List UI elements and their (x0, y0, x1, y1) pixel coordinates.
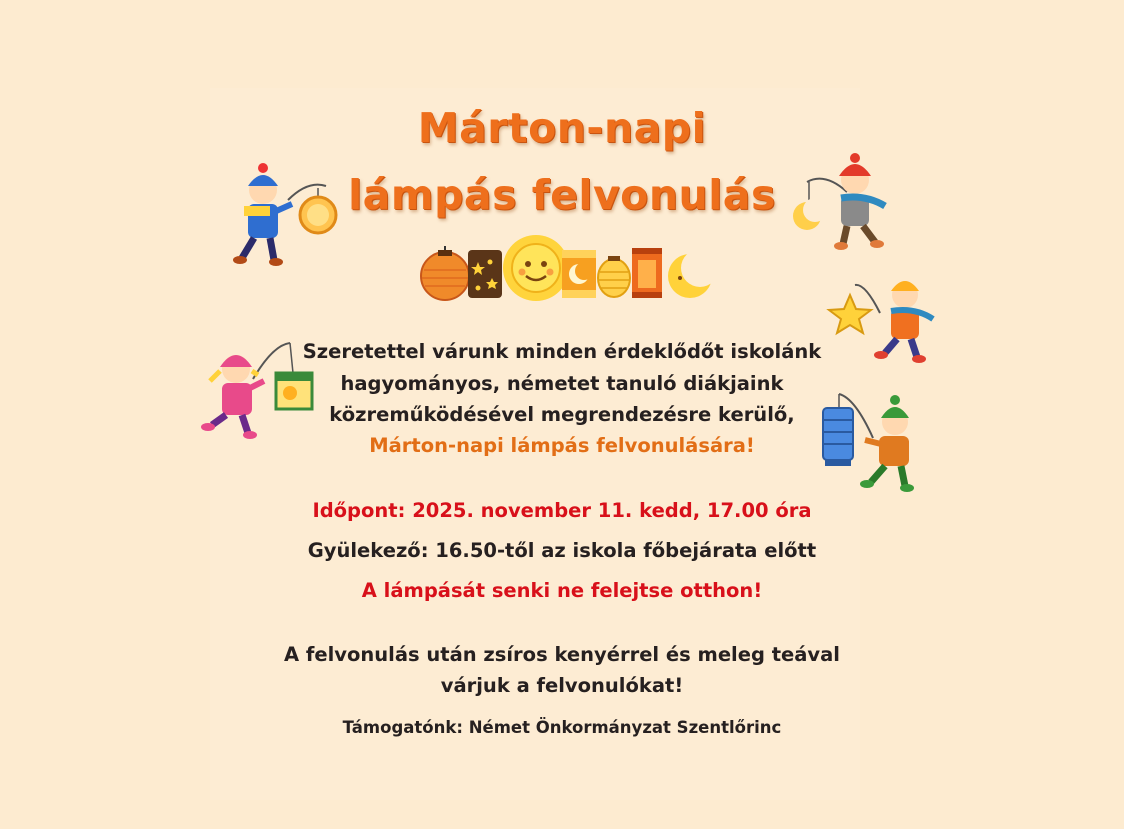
child-with-moon-lantern-icon (785, 152, 900, 257)
invitation-line-4: Márton-napi lámpás felvonulására! (369, 434, 755, 457)
child-with-round-lantern-icon (218, 160, 343, 275)
closing-line-1: A felvonulás után zsíros kenyérrel és meleg teával (284, 643, 840, 666)
yellow-ball-lantern-icon (598, 256, 630, 297)
star-lantern-icon (468, 250, 502, 298)
invitation-line-3: közreműködésével megrendezésre kerülő, (329, 403, 795, 426)
orange-tall-lantern-icon (632, 248, 662, 298)
sponsor-line: Támogatónk: Német Önkormányzat Szentlőrinc (342, 718, 782, 737)
lantern-row-icon (418, 232, 718, 302)
meeting-point: Gyülekező: 16.50-től az iskola főbejárata előtt (307, 539, 817, 562)
invitation-line-1: Szeretettel várunk minden érdeklődőt iskolánk (302, 340, 822, 363)
round-orange-lantern-icon (421, 246, 469, 300)
title-line-2: lámpás felvonulás (348, 171, 776, 219)
event-time: Időpont: 2025. november 11. kedd, 17.00 óra (312, 499, 812, 522)
closing-line-2: várjuk a felvonulókat! (440, 674, 684, 697)
moon-cylinder-lantern-icon (562, 250, 596, 298)
title-line-1: Márton-napi (417, 104, 707, 152)
invitation-line-2: hagyományos, németet tanuló diákjaink (340, 372, 784, 395)
lantern-reminder: A lámpását senki ne felejtse otthon! (361, 579, 763, 602)
sun-lantern-icon (503, 235, 569, 301)
crescent-moon-icon (668, 249, 718, 298)
